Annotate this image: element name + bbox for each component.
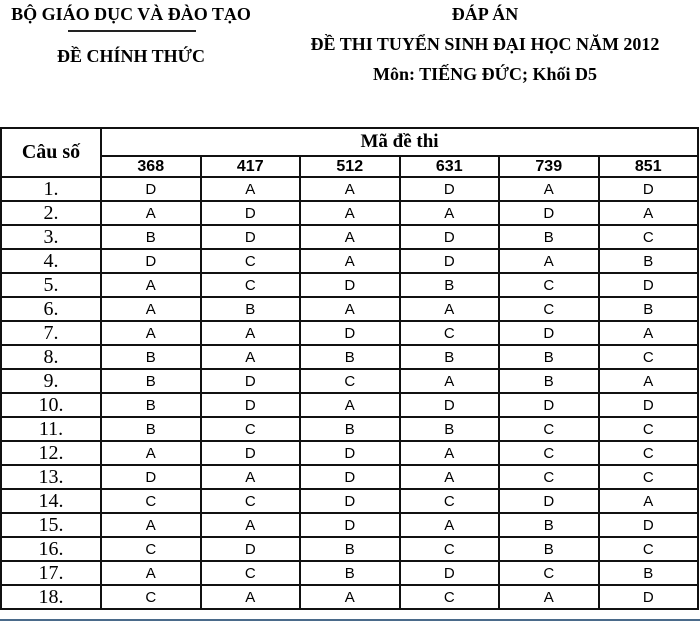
- answer-cell: B: [499, 513, 599, 537]
- answer-cell: C: [400, 489, 500, 513]
- answer-cell: D: [300, 273, 400, 297]
- answer-cell: B: [101, 345, 201, 369]
- answer-cell: D: [599, 177, 699, 201]
- answer-cell: B: [599, 561, 699, 585]
- answer-cell: D: [400, 249, 500, 273]
- answer-cell: A: [300, 249, 400, 273]
- answer-cell: B: [300, 537, 400, 561]
- answer-cell: C: [201, 489, 301, 513]
- answer-cell: A: [400, 201, 500, 225]
- answer-cell: D: [599, 585, 699, 609]
- answer-cell: B: [499, 345, 599, 369]
- answer-cell: D: [201, 369, 301, 393]
- answer-cell: A: [599, 201, 699, 225]
- answer-cell: C: [499, 297, 599, 321]
- answer-cell: A: [101, 321, 201, 345]
- answer-cell: A: [101, 201, 201, 225]
- question-number: 4.: [1, 249, 101, 273]
- question-number: 2.: [1, 201, 101, 225]
- answer-cell: A: [201, 513, 301, 537]
- question-number: 1.: [1, 177, 101, 201]
- answer-cell: A: [300, 225, 400, 249]
- question-number: 9.: [1, 369, 101, 393]
- answer-cell: D: [201, 225, 301, 249]
- header-underline: [68, 30, 196, 32]
- answer-cell: C: [599, 537, 699, 561]
- question-number: 14.: [1, 489, 101, 513]
- answer-cell: D: [300, 465, 400, 489]
- answer-cell: C: [201, 273, 301, 297]
- table-row: [1, 537, 698, 561]
- table-row: [1, 441, 698, 465]
- answer-cell: C: [201, 249, 301, 273]
- answer-cell: A: [400, 465, 500, 489]
- exam-code-header: Mã đề thi: [101, 128, 698, 156]
- answer-cell: A: [400, 513, 500, 537]
- question-number: 12.: [1, 441, 101, 465]
- table-row: [1, 273, 698, 297]
- answer-cell: B: [300, 345, 400, 369]
- answer-cell: C: [201, 561, 301, 585]
- question-number: 15.: [1, 513, 101, 537]
- answer-cell: C: [599, 225, 699, 249]
- exam-code-368: 368: [101, 156, 201, 177]
- answer-cell: C: [499, 561, 599, 585]
- answer-cell: A: [201, 465, 301, 489]
- table-row: [1, 393, 698, 417]
- answer-cell: C: [599, 441, 699, 465]
- answer-cell: D: [499, 489, 599, 513]
- answer-cell: C: [400, 537, 500, 561]
- answer-cell: D: [101, 465, 201, 489]
- table-row: [1, 489, 698, 513]
- answer-cell: C: [101, 585, 201, 609]
- table-row: [1, 249, 698, 273]
- answer-cell: C: [499, 273, 599, 297]
- ministry-name: BỘ GIÁO DỤC VÀ ĐÀO TẠO: [11, 4, 251, 24]
- answer-cell: D: [400, 561, 500, 585]
- answer-cell: C: [599, 465, 699, 489]
- answer-cell: C: [201, 417, 301, 441]
- table-row: [1, 585, 698, 609]
- question-column-header: Câu số: [1, 128, 101, 177]
- answer-body: [1, 177, 698, 609]
- answer-cell: A: [599, 489, 699, 513]
- answer-cell: C: [499, 417, 599, 441]
- answer-cell: A: [599, 369, 699, 393]
- answer-cell: A: [101, 561, 201, 585]
- answer-cell: B: [201, 297, 301, 321]
- answer-cell: D: [499, 321, 599, 345]
- answer-cell: D: [201, 393, 301, 417]
- document-title: ĐÁP ÁN: [451, 4, 519, 24]
- answer-cell: B: [400, 273, 500, 297]
- answer-cell: C: [499, 465, 599, 489]
- exam-code-417: 417: [201, 156, 301, 177]
- table-row: [1, 417, 698, 441]
- answer-cell: A: [400, 297, 500, 321]
- answer-cell: A: [300, 297, 400, 321]
- answer-cell: D: [300, 321, 400, 345]
- answer-cell: D: [400, 225, 500, 249]
- question-number: 10.: [1, 393, 101, 417]
- answer-cell: A: [101, 297, 201, 321]
- table-row: [1, 513, 698, 537]
- answer-cell: A: [201, 177, 301, 201]
- table-row: [1, 465, 698, 489]
- answer-cell: C: [400, 585, 500, 609]
- answer-cell: B: [599, 249, 699, 273]
- table-row: [1, 225, 698, 249]
- answer-cell: D: [201, 201, 301, 225]
- table-row: [1, 201, 698, 225]
- answer-cell: B: [101, 393, 201, 417]
- answer-cell: B: [400, 345, 500, 369]
- question-number: 3.: [1, 225, 101, 249]
- subject-line: Môn: TIẾNG ĐỨC; Khối D5: [372, 64, 597, 84]
- answer-cell: A: [101, 441, 201, 465]
- answer-cell: D: [400, 177, 500, 201]
- exam-code-row: [1, 156, 698, 177]
- answer-cell: C: [101, 537, 201, 561]
- answer-cell: C: [101, 489, 201, 513]
- exam-code-631: 631: [400, 156, 500, 177]
- answer-cell: D: [599, 393, 699, 417]
- answer-cell: D: [101, 249, 201, 273]
- answer-cell: B: [599, 297, 699, 321]
- answer-cell: A: [400, 441, 500, 465]
- table-row: [1, 321, 698, 345]
- answer-cell: A: [499, 249, 599, 273]
- table-row: [1, 177, 698, 201]
- answer-cell: A: [201, 321, 301, 345]
- answer-cell: C: [400, 321, 500, 345]
- answer-cell: B: [101, 225, 201, 249]
- answer-cell: A: [101, 513, 201, 537]
- official-label: ĐỀ CHÍNH THỨC: [56, 46, 206, 66]
- answer-cell: D: [400, 393, 500, 417]
- answer-cell: C: [599, 345, 699, 369]
- answer-cell: A: [499, 177, 599, 201]
- question-number: 18.: [1, 585, 101, 609]
- answer-cell: C: [499, 441, 599, 465]
- answer-cell: D: [101, 177, 201, 201]
- question-number: 5.: [1, 273, 101, 297]
- answer-cell: D: [300, 513, 400, 537]
- answer-cell: B: [300, 561, 400, 585]
- exam-code-739: 739: [499, 156, 599, 177]
- question-number: 16.: [1, 537, 101, 561]
- answer-cell: D: [499, 201, 599, 225]
- question-number: 7.: [1, 321, 101, 345]
- answer-cell: A: [300, 177, 400, 201]
- table-row: [1, 369, 698, 393]
- answer-cell: A: [400, 369, 500, 393]
- answer-cell: C: [300, 369, 400, 393]
- answer-cell: D: [599, 513, 699, 537]
- exam-name: ĐỀ THI TUYỂN SINH ĐẠI HỌC NĂM 2012: [310, 34, 660, 54]
- answer-cell: A: [201, 585, 301, 609]
- answer-cell: A: [599, 321, 699, 345]
- question-number: 17.: [1, 561, 101, 585]
- answer-cell: A: [300, 201, 400, 225]
- question-number: 11.: [1, 417, 101, 441]
- answer-cell: D: [599, 273, 699, 297]
- exam-code-512: 512: [300, 156, 400, 177]
- table-row: [1, 297, 698, 321]
- answer-cell: A: [300, 393, 400, 417]
- answer-cell: A: [499, 585, 599, 609]
- answer-cell: B: [499, 537, 599, 561]
- answer-cell: B: [499, 225, 599, 249]
- answer-cell: D: [300, 441, 400, 465]
- answer-cell: B: [300, 417, 400, 441]
- answer-cell: D: [300, 489, 400, 513]
- answer-cell: D: [201, 441, 301, 465]
- question-number: 13.: [1, 465, 101, 489]
- question-number: 6.: [1, 297, 101, 321]
- answer-cell: A: [300, 585, 400, 609]
- answer-cell: B: [101, 417, 201, 441]
- answer-table: [0, 127, 699, 610]
- answer-cell: C: [599, 417, 699, 441]
- answer-cell: D: [201, 537, 301, 561]
- answer-cell: B: [400, 417, 500, 441]
- exam-code-851: 851: [599, 156, 699, 177]
- question-number: 8.: [1, 345, 101, 369]
- answer-cell: A: [201, 345, 301, 369]
- table-row: [1, 345, 698, 369]
- answer-cell: B: [499, 369, 599, 393]
- answer-cell: A: [101, 273, 201, 297]
- table-row: [1, 561, 698, 585]
- answer-cell: D: [499, 393, 599, 417]
- answer-cell: B: [101, 369, 201, 393]
